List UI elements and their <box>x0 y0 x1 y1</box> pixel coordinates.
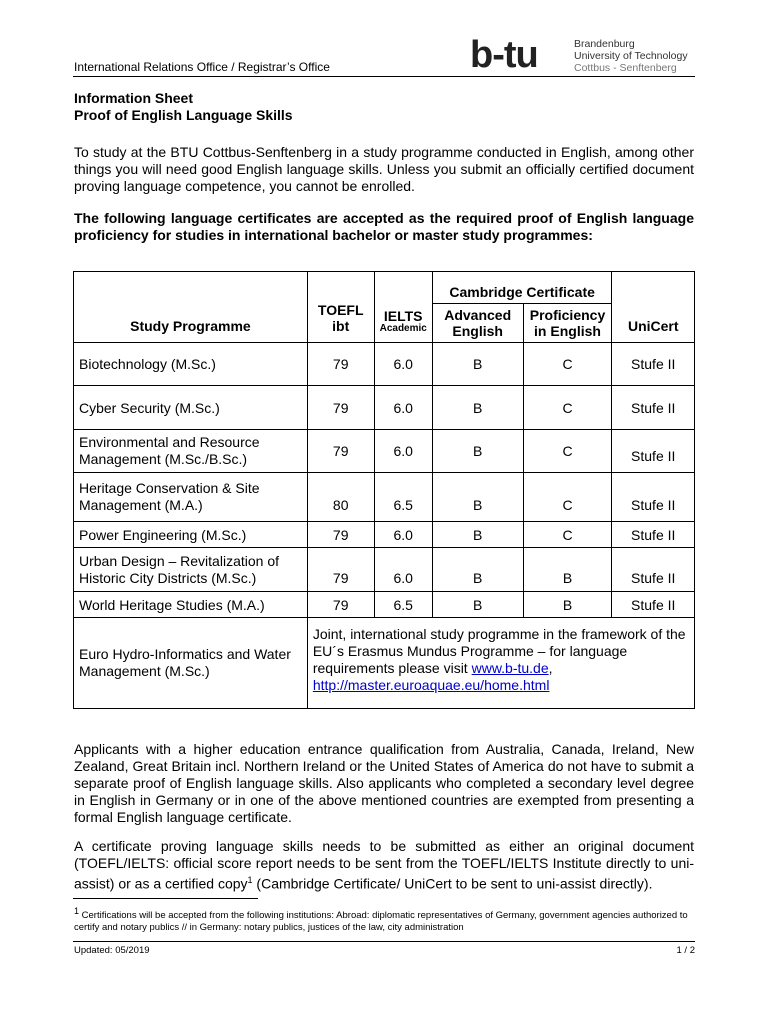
cell-unicert: Stufe II <box>612 592 695 618</box>
cell-programme: Biotechnology (M.Sc.) <box>74 343 308 386</box>
cell-toefl: 79 <box>307 548 374 592</box>
table-row <box>74 592 695 618</box>
btu-logo <box>470 36 700 76</box>
cell-ielts: 6.0 <box>374 522 432 548</box>
table-row <box>74 548 695 592</box>
header-programme: Study Programme <box>74 272 308 343</box>
page-number: 1 / 2 <box>676 945 695 956</box>
cell-advanced: B <box>432 473 523 522</box>
cell-programme: Cyber Security (M.Sc.) <box>74 386 308 430</box>
cell-unicert: Stufe II <box>612 343 695 386</box>
cell-ielts: 6.0 <box>374 430 432 473</box>
accepted-certificates-paragraph: The following language certificates are accepted as the required proof of English language proficiency for studies in international bachelor or master study programmes: <box>74 210 694 243</box>
logo-line-2: University of Technology <box>574 50 688 62</box>
cell-programme: Urban Design – Revitalization of Historic City Districts (M.Sc.) <box>74 548 308 592</box>
cell-ielts: 6.5 <box>374 592 432 618</box>
header-ielts <box>374 272 432 343</box>
cell-toefl: 79 <box>307 522 374 548</box>
cell-programme: Power Engineering (M.Sc.) <box>74 522 308 548</box>
submission-text: A certificate proving language skills needs to be submitted as either an original document (TOEFL/IELTS: official score report needs to be sent from the TOEFL/IELTS Institute directly to uni-assist) or as a certified copy <box>74 838 694 892</box>
table-row <box>74 522 695 548</box>
cell-advanced: B <box>432 522 523 548</box>
page-title <box>74 90 293 124</box>
table-row <box>74 343 695 386</box>
cell-unicert: Stufe II <box>612 548 695 592</box>
table-row <box>74 473 695 522</box>
cell-programme: Heritage Conservation & Site Management (M.A.) <box>74 473 308 522</box>
joint-note-text: Joint, international study programme in the framework of the EU´s Erasmus Mundus Programme – for language requirements please visit <box>312 626 686 676</box>
cell-proficiency: C <box>523 473 612 522</box>
logo-line-3: Cottbus - Senftenberg <box>574 62 677 74</box>
header-advanced: Advanced English <box>432 304 523 343</box>
table-row-euro <box>74 618 695 709</box>
cell-toefl: 79 <box>307 386 374 430</box>
cell-proficiency: B <box>523 592 612 618</box>
cell-unicert: Stufe II <box>612 473 695 522</box>
table-row <box>74 386 695 430</box>
link-euroaquae[interactable]: http://master.euroaquae.eu/home.html <box>312 677 550 693</box>
footnote <box>74 905 696 934</box>
link-separator: , <box>548 660 553 676</box>
office-name: International Relations Office / Registrar’s Office <box>74 60 330 74</box>
submission-paragraph <box>74 838 694 893</box>
footnote-text: Certifications will be accepted from the following institutions: Abroad: diplomatic representatives of Germany, government agencies authorized to certify and notary publics // in Germany: notary publics, justices of the law, city administration <box>74 910 688 934</box>
cell-proficiency: B <box>523 548 612 592</box>
cell-joint-note <box>307 618 694 709</box>
logo-line-1: Brandenburg <box>574 38 635 50</box>
cell-advanced: B <box>432 592 523 618</box>
cell-toefl: 80 <box>307 473 374 522</box>
header-proficiency: Proficiency in English <box>523 304 612 343</box>
header-ielts-label: IELTS <box>383 308 423 324</box>
cell-advanced: B <box>432 343 523 386</box>
submission-text-end: (Cambridge Certificate/ UniCert to be sent to uni-assist directly). <box>252 875 653 892</box>
cell-proficiency: C <box>523 386 612 430</box>
cell-programme: Environmental and Resource Management (M.Sc./B.Sc.) <box>74 430 308 473</box>
footnote-number: 1 <box>74 906 80 916</box>
cell-ielts: 6.0 <box>374 343 432 386</box>
cell-proficiency: C <box>523 522 612 548</box>
title-line-2: Proof of English Language Skills <box>74 107 293 123</box>
cell-advanced: B <box>432 386 523 430</box>
cell-toefl: 79 <box>307 343 374 386</box>
header-divider <box>73 76 695 77</box>
intro-paragraph: To study at the BTU Cottbus-Senftenberg in a study programme conducted in English, among other things you will need good English language skills. Unless you submit an officially certified document proving language competence, you cannot be enrolled. <box>74 144 694 194</box>
cell-advanced: B <box>432 548 523 592</box>
cell-unicert: Stufe II <box>612 522 695 548</box>
cell-ielts: 6.5 <box>374 473 432 522</box>
cell-programme: Euro Hydro-Informatics and Water Management (M.Sc.) <box>74 618 308 709</box>
cell-programme: World Heritage Studies (M.A.) <box>74 592 308 618</box>
requirements-table <box>73 271 695 709</box>
cell-ielts: 6.0 <box>374 548 432 592</box>
cell-advanced: B <box>432 430 523 473</box>
header-cambridge: Cambridge Certificate <box>432 272 612 304</box>
header-ielts-sub: Academic <box>379 323 427 334</box>
cell-unicert: Stufe II <box>612 386 695 430</box>
cell-ielts: 6.0 <box>374 386 432 430</box>
logo-mark: b-tu <box>470 34 538 76</box>
updated-date: Updated: 05/2019 <box>74 945 150 956</box>
cell-proficiency: C <box>523 343 612 386</box>
table-row <box>74 430 695 473</box>
footer-divider <box>73 941 695 942</box>
link-btu[interactable]: www.b-tu.de <box>471 660 549 676</box>
cell-toefl: 79 <box>307 430 374 473</box>
exemption-paragraph: Applicants with a higher education entrance qualification from Australia, Canada, Ireland, New Zealand, Great Britain incl. Northern Ireland or the United States of America do not have to submit a separate proof of English language skills. Also applicants who completed a secondary level degree in English in Germany or in one of the above mentioned countries are exempted from presenting a formal English language certificate. <box>74 741 694 825</box>
table-header-row <box>74 272 695 304</box>
title-line-1: Information Sheet <box>74 90 194 106</box>
header-unicert: UniCert <box>612 272 695 343</box>
header-toefl <box>307 272 374 343</box>
cell-proficiency: C <box>523 430 612 473</box>
footnote-marker: 1 <box>247 875 253 885</box>
cell-toefl: 79 <box>307 592 374 618</box>
footnote-divider <box>73 898 258 899</box>
header-toefl-label: TOEFL ibt <box>317 302 364 334</box>
logo-text <box>574 38 688 74</box>
cell-unicert: Stufe II <box>612 430 695 473</box>
